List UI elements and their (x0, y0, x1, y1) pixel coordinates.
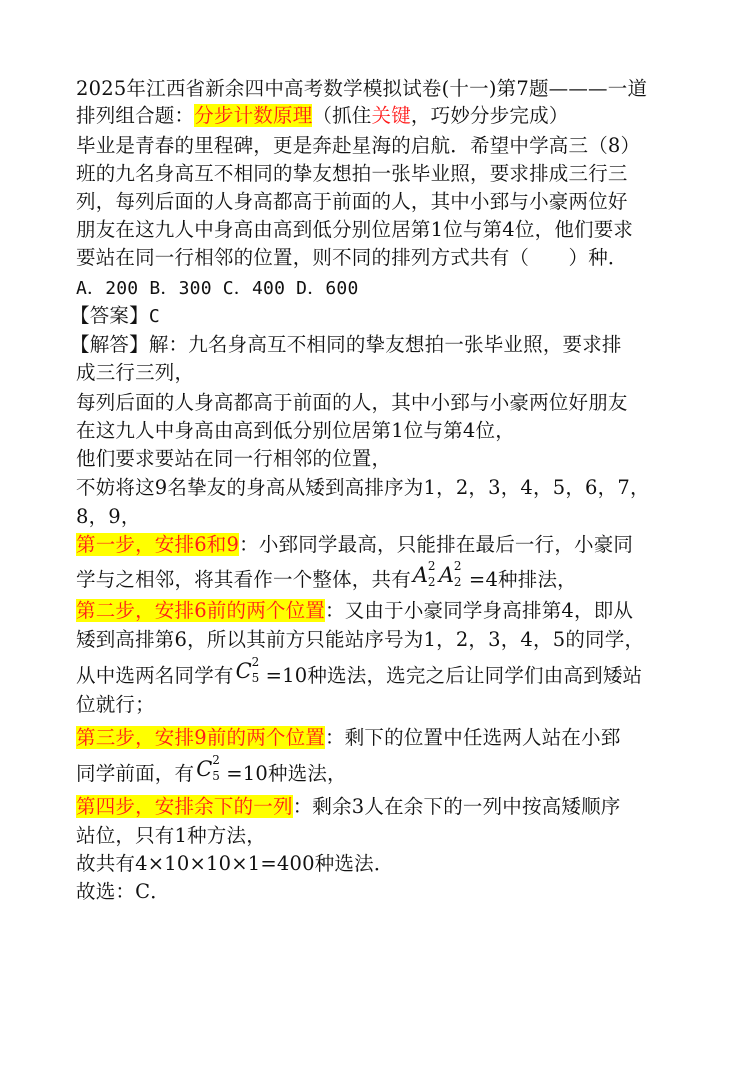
step-3-formula (194, 753, 226, 783)
step-1-label: 第一步，安排6和9 (76, 533, 240, 556)
title-line-1 (76, 74, 647, 104)
solution-line-6: 不妨将这9名挚友的身高从矮到高排序为1，2，3，4，5，6，7， (76, 476, 650, 499)
step-1-line-1 (76, 530, 633, 560)
step-3-line-2 (76, 753, 347, 789)
solution-text-1: 解：九名身高互不相同的挚友想拍一张毕业照，要求排 (148, 333, 622, 356)
solution-label: 【解答】 (70, 333, 149, 356)
step-2-line-1 (76, 596, 633, 626)
formula-letter-c: C (196, 757, 213, 781)
formula-sub: 5 (251, 671, 260, 685)
title-text: 2025年江西省新余四中高考数学模拟试卷(十一)第7题———一道 (76, 77, 648, 100)
solution-line-5: 他们要求要站在同一行相邻的位置， (76, 447, 392, 470)
problem-line-3: 列，每列后面的人身高都高于前面的人，其中小郅与小豪两位好 (76, 190, 628, 213)
step-2-line-4: 位就行； (76, 693, 155, 716)
step-2-line-3 (76, 655, 643, 691)
solution-line-4: 在这九人中身高由高到低分别位居第1位与第4位， (76, 419, 515, 442)
formula-sup-2: 2 (453, 559, 462, 573)
title-prefix: 排列组合题： (76, 104, 195, 127)
problem-line-4: 朋友在这九人中身高由高到低分别位居第1位与第4位，他们要求 (76, 218, 634, 241)
solution-line-3: 每列后面的人身高都高于前面的人，其中小郅与小豪两位好朋友 (76, 391, 628, 414)
formula-sub: 5 (212, 769, 221, 783)
formula-letter-a1: A (412, 563, 429, 587)
title-keyword: 关键 (371, 104, 411, 127)
formula-sup-1: 2 (427, 559, 436, 573)
step-3-text-b-post: =10种选法， (226, 762, 347, 785)
answer-label: 【答案】 (70, 304, 149, 327)
solution-line-1 (70, 330, 622, 360)
step-2-text-c-post: =10种选法，选完之后让同学们由高到矮站 (265, 664, 643, 687)
step-3-text-b-pre: 同学前面，有 (76, 762, 195, 785)
step-1-formula (411, 559, 469, 589)
step-3-text-a: ：剩下的位置中任选两人站在小郅 (325, 726, 621, 749)
step-4-line-1 (76, 792, 621, 822)
answer-options: A．200 B．300 C．400 D．600 (76, 278, 359, 299)
final-answer: 故选：C． (76, 880, 170, 903)
step-3-line-1 (76, 723, 621, 753)
step-2-formula (234, 655, 266, 685)
formula-sub-1: 2 (427, 575, 436, 589)
step-4-text-a: ：剩余3人在余下的一列中按高矮顺序 (292, 795, 621, 818)
step-1-text-a: ：小郅同学最高，只能排在最后一行，小豪同 (239, 533, 634, 556)
answer-value: C (148, 306, 160, 327)
step-4-line-2: 站位，只有1种方法， (76, 824, 266, 847)
solution-line-2: 成三行三列， (76, 361, 195, 384)
formula-sub-2: 2 (453, 575, 462, 589)
problem-line-1: 毕业是青春的里程碑，更是奔赴星海的启航．希望中学高三（8） (76, 134, 641, 157)
step-1-text-b-pre: 学与之相邻，将其看作一个整体，共有 (76, 568, 411, 591)
step-2-text-a: ：又由于小豪同学身高排第4，即从 (325, 599, 634, 622)
step-3-label: 第三步，安排9前的两个位置 (76, 726, 326, 749)
formula-sup: 2 (212, 753, 221, 767)
step-2-line-2: 矮到高排第6，所以其前方只能站序号为1，2，3，4，5的同学， (76, 628, 645, 651)
step-2-text-c-pre: 从中选两名同学有 (76, 664, 234, 687)
step-1-text-b-post: =4种排法， (468, 568, 577, 591)
title-mid: （抓住 (312, 104, 372, 127)
title-line-2 (76, 101, 569, 131)
conclusion: 故共有4×10×10×1=400种选法． (76, 852, 394, 875)
formula-sup: 2 (251, 655, 260, 669)
problem-line-5: 要站在同一行相邻的位置，则不同的排列方式共有（ ）种． (76, 246, 628, 269)
formula-letter-c: C (235, 659, 252, 683)
title-suffix: ，巧妙分步完成） (410, 104, 569, 127)
answer-line (70, 301, 160, 332)
solution-line-7: 8，9， (76, 505, 141, 528)
title-highlight: 分步计数原理 (194, 104, 313, 127)
step-4-label: 第四步，安排余下的一列 (76, 795, 293, 818)
problem-line-2: 班的九名身高互不相同的挚友想拍一张毕业照，要求排成三行三 (76, 162, 628, 185)
formula-letter-a2: A (438, 563, 455, 587)
step-1-line-2 (76, 559, 577, 595)
step-2-label: 第二步，安排6前的两个位置 (76, 599, 326, 622)
